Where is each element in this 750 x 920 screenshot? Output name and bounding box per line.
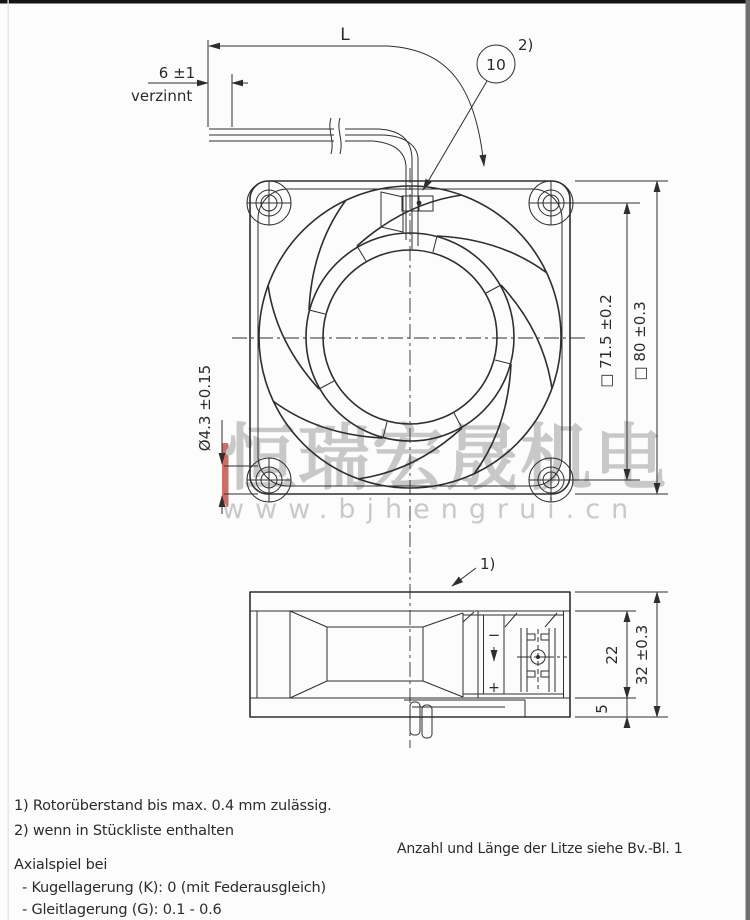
terminal-channel xyxy=(484,615,505,696)
section-view xyxy=(250,555,668,738)
dim-tinned-text: 6 ±1 xyxy=(158,64,196,82)
dim-inner-depth xyxy=(575,611,636,698)
axial-play-item-sleeve: - Gleitlagerung (G): 0.1 - 0.6 xyxy=(22,902,222,918)
dimension-line xyxy=(209,46,484,166)
venturi-profile xyxy=(290,611,563,698)
dim-tinned-end xyxy=(131,64,248,105)
blade-arc xyxy=(437,236,547,273)
top-border xyxy=(0,0,750,4)
dim-flange xyxy=(593,690,627,726)
left-border xyxy=(8,0,9,920)
mounting-hole xyxy=(247,458,291,502)
leader-line xyxy=(423,81,487,190)
leader-line xyxy=(452,568,476,586)
blade-arc xyxy=(501,285,552,389)
watermark-url-text: www.bjhengrui.cn xyxy=(222,494,640,525)
dim-hole-spacing-text: □ 71.5 ±0.2 xyxy=(597,294,615,388)
clamp-rivet xyxy=(417,201,422,206)
dim-length-text: L xyxy=(340,25,350,45)
blade-arc xyxy=(309,200,346,310)
wire xyxy=(209,135,418,246)
section-note-ref xyxy=(452,555,495,586)
screw-clamp-detail xyxy=(517,628,567,692)
terminal-minus-mark: − xyxy=(487,626,501,644)
notes-block xyxy=(14,798,683,918)
note-ref-text: 1) xyxy=(480,555,496,573)
dim-total-depth-text: 32 ±0.3 xyxy=(633,624,651,686)
tinned-label: verzinnt xyxy=(131,87,193,105)
note-rotor: 1) Rotorüberstand bis max. 0.4 mm zulässig. xyxy=(14,798,332,814)
blade-arc xyxy=(268,285,319,389)
balloon-number: 10 xyxy=(486,56,506,74)
wire-exit xyxy=(404,700,525,738)
balloon-ref: 2) xyxy=(518,36,534,54)
strain-relief-bushing xyxy=(422,705,432,738)
blade-arc xyxy=(357,195,462,246)
right-border xyxy=(746,0,750,920)
axial-play-item-ball: - Kugellagerung (K): 0 (mit Federausgleich) xyxy=(22,880,327,896)
callout-balloon xyxy=(423,36,533,190)
dim-inner-depth-text: 22 xyxy=(603,645,621,665)
litze-note: Anzahl und Länge der Litze siehe Bv.-Bl. 1 xyxy=(397,841,683,857)
note-stueckliste: 2) wenn in Stückliste enthalten xyxy=(14,823,234,839)
dim-wire-length xyxy=(208,25,484,166)
dim-outer-size-text: □ 80 ±0.3 xyxy=(631,301,649,381)
watermark-chinese-text: 恒瑞宏晟机电 xyxy=(224,416,669,500)
front-view xyxy=(131,25,668,748)
mounting-hole xyxy=(247,181,291,225)
extension-lines xyxy=(208,40,232,127)
blade-strut xyxy=(381,192,403,232)
axial-play-title: Axialspiel bei xyxy=(14,857,108,873)
dim-hole-dia-text: Ø4.3 ±0.15 xyxy=(196,364,214,452)
wire-break-mark xyxy=(330,118,341,154)
dim-flange-text: 5 xyxy=(593,704,611,714)
terminal-plus-mark: + xyxy=(488,680,500,696)
lead-wires xyxy=(209,118,433,249)
